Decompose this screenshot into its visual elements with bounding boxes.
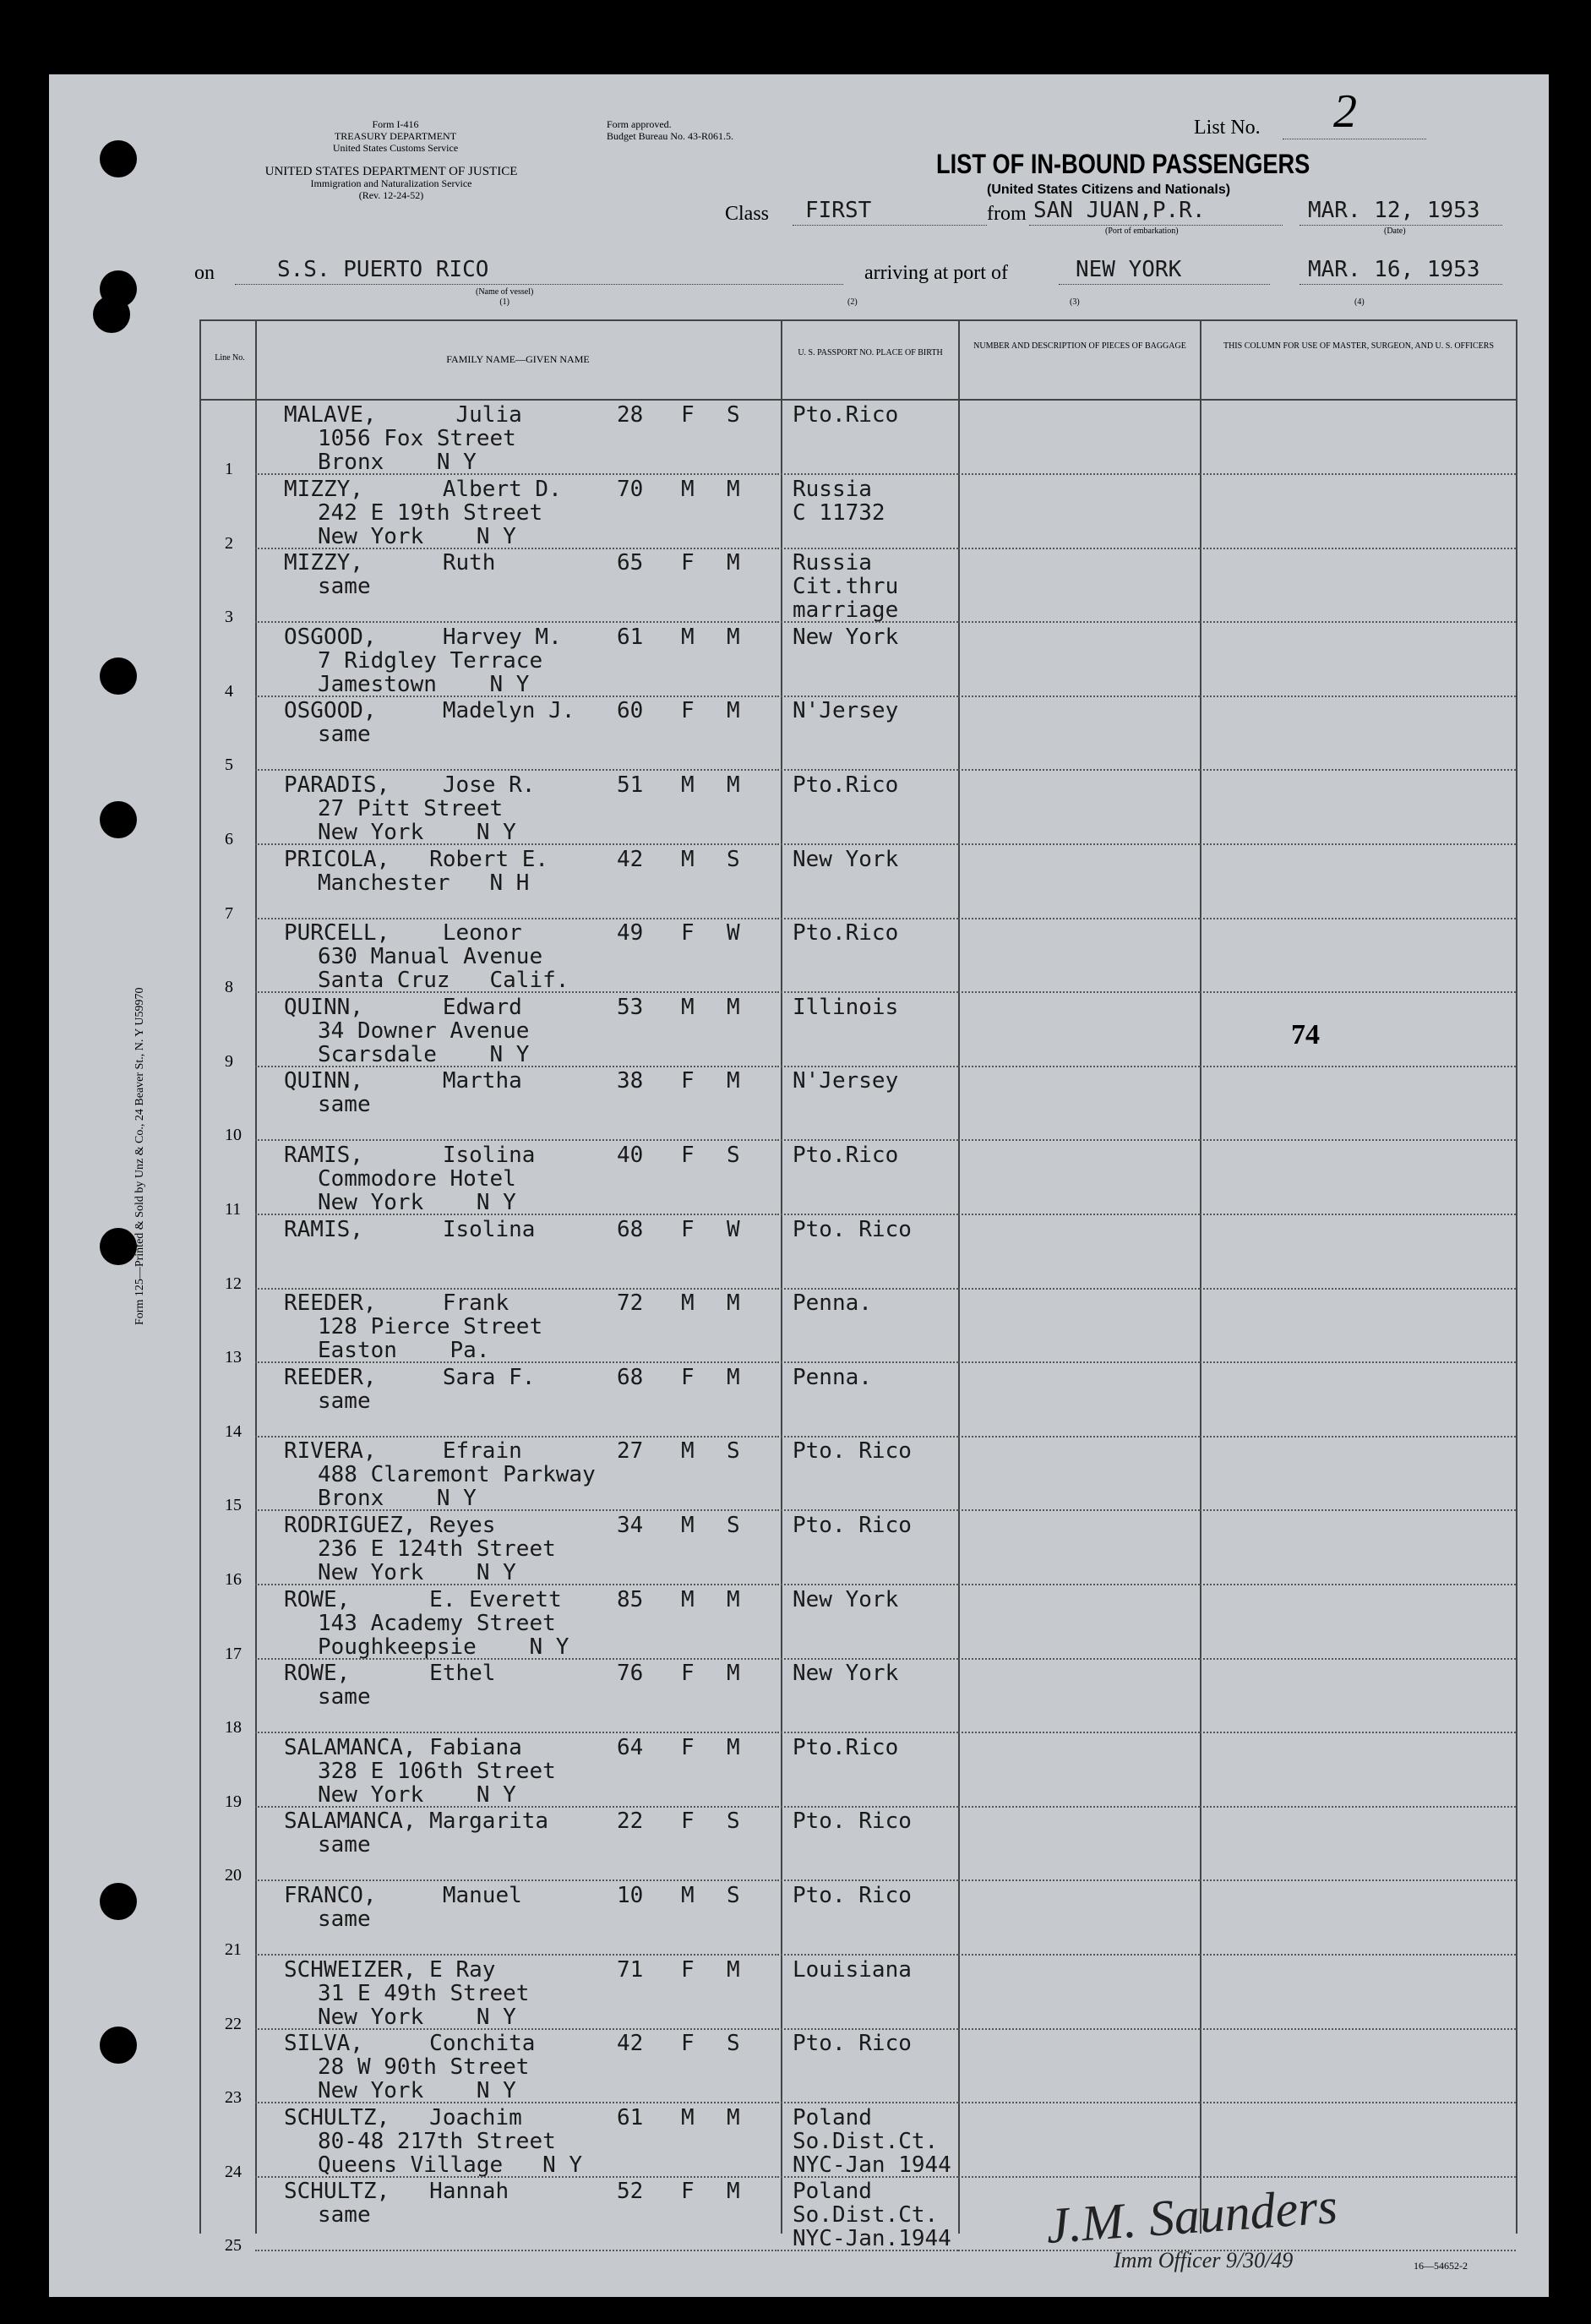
passenger-sex: F	[681, 550, 695, 576]
passenger-city: Queens Village N Y	[318, 2152, 583, 2178]
passenger-age: 76	[617, 1661, 644, 1687]
passenger-sex: M	[681, 1438, 695, 1465]
table-row	[49, 1883, 1549, 1961]
passenger-marital: M	[727, 1068, 740, 1094]
passenger-address: 242 E 19th Street	[318, 499, 543, 526]
passenger-sex: F	[681, 1734, 695, 1760]
passenger-address: same	[318, 1684, 371, 1710]
line-number: 14	[225, 1421, 242, 1441]
table-row	[49, 624, 1549, 702]
passenger-age: 65	[617, 550, 644, 576]
passenger-city: New York N Y	[318, 2078, 516, 2104]
passenger-name: MIZZY, Albert D.	[284, 476, 562, 502]
on-label: on	[194, 262, 215, 284]
passenger-sex: M	[681, 1883, 695, 1908]
vessel-name: S.S. PUERTO RICO	[277, 257, 489, 282]
table-row	[49, 1364, 1549, 1443]
passenger-age: 68	[617, 1364, 644, 1390]
passenger-age: 60	[617, 698, 644, 724]
table-row	[49, 1068, 1549, 1146]
passenger-city: New York N Y	[318, 523, 516, 549]
place-of-birth: Pto. Rico	[793, 1883, 912, 1908]
passenger-sex: M	[681, 994, 695, 1020]
passenger-age: 68	[617, 1216, 644, 1242]
budget-bureau: Budget Bureau No. 43-R061.5.	[607, 130, 733, 142]
form-number: Form I-416	[372, 118, 419, 130]
punch-hole	[100, 140, 137, 177]
passenger-marital: M	[727, 994, 740, 1020]
passenger-marital: M	[727, 1661, 740, 1687]
passenger-city: New York N Y	[318, 2004, 516, 2030]
place-of-birth: Pto.Rico	[793, 1143, 899, 1168]
class-value: FIRST	[805, 198, 872, 223]
passenger-name: PRICOLA, Robert E.	[284, 846, 549, 872]
passenger-sex: M	[681, 476, 695, 502]
col4-num: (4)	[1354, 297, 1365, 307]
passenger-sex: M	[681, 1586, 695, 1612]
table-row	[49, 1216, 1549, 1295]
table-row	[49, 476, 1549, 554]
passenger-name: FRANCO, Manuel	[284, 1883, 522, 1908]
passenger-marital: S	[727, 1513, 740, 1538]
passenger-name: ROWE, E. Everett	[284, 1586, 562, 1612]
header-baggage: NUMBER AND DESCRIPTION OF PIECES OF BAGGAGE	[973, 341, 1186, 351]
list-no-value: 2	[1333, 85, 1357, 138]
table-row	[49, 1734, 1549, 1813]
passenger-name: OSGOOD, Madelyn J.	[284, 698, 575, 724]
passenger-age: 64	[617, 1734, 644, 1760]
passenger-marital: S	[727, 1438, 740, 1465]
passenger-address: 27 Pitt Street	[318, 796, 504, 821]
from-label: from	[987, 203, 1027, 225]
table-row	[49, 402, 1549, 480]
passenger-marital: M	[727, 2179, 740, 2205]
place-of-birth: Poland	[793, 2104, 872, 2130]
footer-code: 16—54652-2	[1414, 2260, 1468, 2272]
passenger-address: 34 Downer Avenue	[318, 1017, 530, 1044]
passenger-age: 38	[617, 1068, 644, 1094]
line-number: 20	[225, 1866, 242, 1885]
passenger-address: same	[318, 2202, 371, 2229]
place-of-birth: Penna.	[793, 1364, 872, 1390]
passenger-sex: F	[681, 402, 695, 428]
line-number: 24	[225, 2162, 242, 2181]
passenger-name: MALAVE, Julia	[284, 402, 522, 428]
passenger-sex: F	[681, 698, 695, 724]
passenger-address: 143 Academy Street	[318, 1610, 556, 1636]
table-row	[49, 846, 1549, 925]
place-of-birth: C 11732	[793, 499, 885, 526]
place-of-birth: Pto.Rico	[793, 920, 899, 947]
passenger-sex: M	[681, 1290, 695, 1317]
passenger-sex: F	[681, 1143, 695, 1168]
from-value: SAN JUAN,P.R.	[1033, 198, 1206, 223]
line-number: 17	[225, 1644, 242, 1663]
table-row	[49, 1290, 1549, 1368]
passenger-marital: W	[727, 1216, 740, 1242]
line-number: 2	[225, 533, 233, 553]
passenger-sex: F	[681, 1216, 695, 1242]
passenger-marital: M	[727, 624, 740, 650]
passenger-address: 630 Manual Avenue	[318, 944, 543, 970]
place-of-birth: Pto.Rico	[793, 772, 899, 798]
passenger-address: same	[318, 1092, 371, 1118]
line-number: 9	[225, 1051, 233, 1071]
table-row	[49, 1956, 1549, 2035]
passenger-marital: M	[727, 772, 740, 798]
passenger-name: SALAMANCA, Margarita	[284, 1808, 549, 1835]
table-row	[49, 1808, 1549, 1886]
line-number: 15	[225, 1496, 242, 1515]
passenger-name: PARADIS, Jose R.	[284, 772, 536, 798]
place-of-birth: Russia	[793, 550, 872, 576]
approval-block	[607, 118, 733, 142]
form-approved: Form approved.	[607, 118, 672, 130]
passenger-city: New York N Y	[318, 1560, 516, 1585]
passenger-sex: F	[681, 2179, 695, 2205]
passenger-marital: S	[727, 2031, 740, 2057]
table-row	[49, 1513, 1549, 1590]
passenger-marital: S	[727, 1143, 740, 1168]
stamp-number: 74	[1291, 1019, 1320, 1050]
place-of-birth: New York	[793, 1586, 899, 1612]
passenger-age: 40	[617, 1143, 644, 1168]
passenger-name: SCHULTZ, Hannah	[284, 2179, 509, 2205]
line-number: 4	[225, 681, 233, 701]
passenger-marital: S	[727, 1883, 740, 1908]
passenger-address: same	[318, 722, 371, 748]
passenger-marital: M	[727, 698, 740, 724]
table-row	[49, 1586, 1549, 1665]
passenger-marital: M	[727, 1956, 740, 1983]
place-of-birth: Pto.Rico	[793, 402, 899, 428]
place-of-birth: marriage	[793, 597, 899, 624]
passenger-city: Scarsdale N Y	[318, 1041, 530, 1067]
vessel-caption: (Name of vessel) (1)	[476, 287, 534, 307]
passenger-sex: F	[681, 1364, 695, 1390]
table-row	[49, 2031, 1549, 2109]
place-of-birth: So.Dist.Ct.	[793, 2202, 939, 2229]
line-number: 18	[225, 1718, 242, 1738]
passenger-address: 128 Pierce Street	[318, 1314, 543, 1340]
passenger-city: New York N Y	[318, 820, 516, 845]
line-number: 8	[225, 978, 233, 997]
passenger-sex: F	[681, 920, 695, 947]
passenger-address: same	[318, 1832, 371, 1858]
passenger-address: 488 Claremont Parkway	[318, 1462, 596, 1488]
passenger-age: 10	[617, 1883, 644, 1908]
place-of-birth: Poland	[793, 2179, 872, 2205]
passenger-name: SILVA, Conchita	[284, 2031, 536, 2057]
justice-block	[193, 166, 590, 201]
treasury-dept: TREASURY DEPARTMENT	[334, 130, 457, 142]
passenger-age: 22	[617, 1808, 644, 1835]
place-of-birth: Illinois	[793, 994, 899, 1020]
passenger-sex: F	[681, 1068, 695, 1094]
line-number: 12	[225, 1274, 242, 1293]
passenger-city: Poughkeepsie N Y	[318, 1634, 569, 1660]
passenger-marital: S	[727, 1808, 740, 1835]
line-number: 13	[225, 1348, 242, 1367]
line-number: 22	[225, 2014, 242, 2033]
table-row	[49, 1661, 1549, 1738]
passenger-name: ROWE, Ethel	[284, 1661, 496, 1687]
place-of-birth: N'Jersey	[793, 1068, 899, 1094]
place-of-birth: Louisiana	[793, 1956, 912, 1983]
passenger-marital: M	[727, 476, 740, 502]
passenger-name: RODRIGUEZ, Reyes	[284, 1513, 496, 1538]
embark-date: MAR. 12, 1953	[1308, 198, 1480, 223]
passenger-age: 70	[617, 476, 644, 502]
passenger-marital: S	[727, 846, 740, 872]
passenger-sex: M	[681, 846, 695, 872]
passenger-sex: M	[681, 1513, 695, 1538]
passenger-marital: M	[727, 1586, 740, 1612]
passenger-age: 71	[617, 1956, 644, 1983]
passenger-city: Jamestown N Y	[318, 671, 530, 697]
passenger-marital: M	[727, 550, 740, 576]
place-of-birth: NYC-Jan 1944	[793, 2152, 951, 2178]
arrival-port: NEW YORK	[1076, 257, 1182, 282]
passenger-name: QUINN, Martha	[284, 1068, 522, 1094]
passenger-age: 51	[617, 772, 644, 798]
passenger-city: Bronx N Y	[318, 1486, 477, 1512]
col3-num: (3)	[1070, 297, 1080, 307]
passenger-name: RIVERA, Efrain	[284, 1438, 522, 1465]
justice-dept: UNITED STATES DEPARTMENT OF JUSTICE	[264, 165, 518, 178]
passenger-marital: M	[727, 1290, 740, 1317]
header-officers: THIS COLUMN FOR USE OF MASTER, SURGEON, AND U. S. OFFICERS	[1223, 341, 1495, 351]
line-number: 25	[225, 2236, 242, 2256]
passenger-name: QUINN, Edward	[284, 994, 522, 1020]
signature-note: Imm Officer 9/30/49	[1114, 2248, 1294, 2272]
passenger-marital: M	[727, 2104, 740, 2130]
passenger-name: SALAMANCA, Fabiana	[284, 1734, 522, 1760]
list-subtitle: (United States Citizens and Nationals)	[987, 183, 1231, 197]
officer-signature: J.M. Saunders	[1044, 2178, 1339, 2254]
passenger-address: 31 E 49th Street	[318, 1980, 530, 2006]
header-name: FAMILY NAME—GIVEN NAME	[446, 353, 590, 365]
line-number: 19	[225, 1792, 242, 1811]
manifest-page	[49, 74, 1549, 2297]
place-of-birth: Pto. Rico	[793, 2031, 912, 2057]
passenger-age: 61	[617, 2104, 644, 2130]
line-number: 23	[225, 2088, 242, 2108]
punch-hole	[93, 296, 130, 333]
form-header-left	[302, 118, 488, 154]
passenger-sex: F	[681, 2031, 695, 2057]
passenger-name: REEDER, Sara F.	[284, 1364, 536, 1390]
passenger-address: Manchester N H	[318, 870, 530, 896]
place-of-birth: N'Jersey	[793, 698, 899, 724]
passenger-address: same	[318, 574, 371, 600]
passenger-name: SCHULTZ, Joachim	[284, 2104, 522, 2130]
table-row	[49, 2104, 1549, 2183]
place-of-birth: Cit.thru	[793, 574, 899, 600]
place-of-birth: Penna.	[793, 1290, 872, 1317]
passenger-age: 52	[617, 2179, 644, 2205]
list-title: LIST OF IN-BOUND PASSENGERS	[936, 149, 1310, 179]
place-of-birth: Pto. Rico	[793, 1808, 912, 1835]
passenger-address: Commodore Hotel	[318, 1166, 516, 1192]
list-no-label: List No.	[1194, 117, 1261, 139]
line-number: 21	[225, 1940, 242, 1959]
passenger-sex: F	[681, 1661, 695, 1687]
place-of-birth: Pto. Rico	[793, 1513, 912, 1538]
passenger-city: New York N Y	[318, 1190, 516, 1215]
passenger-age: 34	[617, 1513, 644, 1538]
line-number: 6	[225, 830, 233, 848]
passenger-name: SCHWEIZER, E Ray	[284, 1956, 496, 1983]
place-of-birth: New York	[793, 624, 899, 650]
ins-service: Immigration and Naturalization Service	[310, 177, 472, 189]
place-of-birth: NYC-Jan.1944	[793, 2226, 951, 2252]
passenger-address: same	[318, 1907, 371, 1932]
place-of-birth: Russia	[793, 476, 872, 502]
table-row	[49, 920, 1549, 998]
line-number: 16	[225, 1570, 242, 1589]
passenger-age: 42	[617, 2031, 644, 2057]
passenger-age: 72	[617, 1290, 644, 1317]
passenger-city: Santa Cruz Calif.	[318, 968, 569, 994]
passenger-address: 7 Ridgley Terrace	[318, 647, 543, 674]
passenger-sex: F	[681, 1956, 695, 1983]
passenger-address: 28 W 90th Street	[318, 2054, 530, 2081]
passenger-name: OSGOOD, Harvey M.	[284, 624, 562, 650]
line-number: 10	[225, 1126, 242, 1145]
passenger-name: PURCELL, Leonor	[284, 920, 522, 947]
passenger-age: 49	[617, 920, 644, 947]
passenger-city: Bronx N Y	[318, 450, 477, 475]
place-of-birth: New York	[793, 846, 899, 872]
passenger-city: Easton Pa.	[318, 1338, 490, 1364]
passenger-marital: M	[727, 1734, 740, 1760]
revision: (Rev. 12-24-52)	[358, 189, 424, 201]
passenger-sex: F	[681, 1808, 695, 1835]
passenger-address: same	[318, 1388, 371, 1414]
passenger-address: 80-48 217th Street	[318, 2128, 556, 2154]
passenger-address: 328 E 106th Street	[318, 1758, 556, 1784]
printer-note: Form 125—Printed & Sold by Unz & Co., 24 Beaver St., N. Y U59970	[133, 987, 146, 1325]
place-of-birth: New York	[793, 1661, 899, 1687]
place-of-birth: Pto.Rico	[793, 1734, 899, 1760]
class-label: Class	[725, 203, 770, 225]
passenger-marital: W	[727, 920, 740, 947]
line-number: 1	[225, 460, 233, 478]
passenger-name: RAMIS, Isolina	[284, 1143, 536, 1168]
passenger-marital: S	[727, 402, 740, 428]
line-number: 5	[225, 756, 233, 775]
col2-num: (2)	[847, 297, 858, 307]
line-number: 7	[225, 903, 233, 923]
passenger-age: 27	[617, 1438, 644, 1465]
passenger-age: 28	[617, 402, 644, 428]
passenger-age: 61	[617, 624, 644, 650]
passenger-name: RAMIS, Isolina	[284, 1216, 536, 1242]
passenger-sex: M	[681, 772, 695, 798]
place-of-birth: Pto. Rico	[793, 1216, 912, 1242]
table-row	[49, 698, 1549, 776]
passenger-address: 236 E 124th Street	[318, 1536, 556, 1562]
port-embark-caption: (Port of embarkation)	[1105, 226, 1179, 236]
passenger-address: 1056 Fox Street	[318, 426, 516, 451]
table-row	[49, 1143, 1549, 1220]
passenger-city: New York N Y	[318, 1781, 516, 1808]
header-line-no: Line No.	[215, 353, 245, 363]
place-of-birth: Pto. Rico	[793, 1438, 912, 1465]
date-caption: (Date)	[1384, 226, 1406, 236]
passenger-name: MIZZY, Ruth	[284, 550, 496, 576]
line-number: 11	[225, 1200, 242, 1219]
table-row	[49, 772, 1549, 850]
line-number: 3	[225, 608, 233, 627]
table-row	[49, 1438, 1549, 1516]
passenger-age: 85	[617, 1586, 644, 1612]
passenger-age: 42	[617, 846, 644, 872]
table-row	[49, 994, 1549, 1072]
header-passport: U. S. PASSPORT NO. PLACE OF BIRTH	[798, 348, 943, 357]
arrival-date: MAR. 16, 1953	[1308, 257, 1480, 282]
arriving-label: arriving at port of	[864, 262, 1008, 284]
passenger-age: 53	[617, 994, 644, 1020]
passenger-marital: M	[727, 1364, 740, 1390]
customs-service: United States Customs Service	[332, 142, 459, 154]
passenger-sex: M	[681, 2104, 695, 2130]
passenger-sex: M	[681, 624, 695, 650]
table-row	[49, 550, 1549, 628]
place-of-birth: So.Dist.Ct.	[793, 2128, 939, 2154]
passenger-name: REEDER, Frank	[284, 1290, 509, 1317]
